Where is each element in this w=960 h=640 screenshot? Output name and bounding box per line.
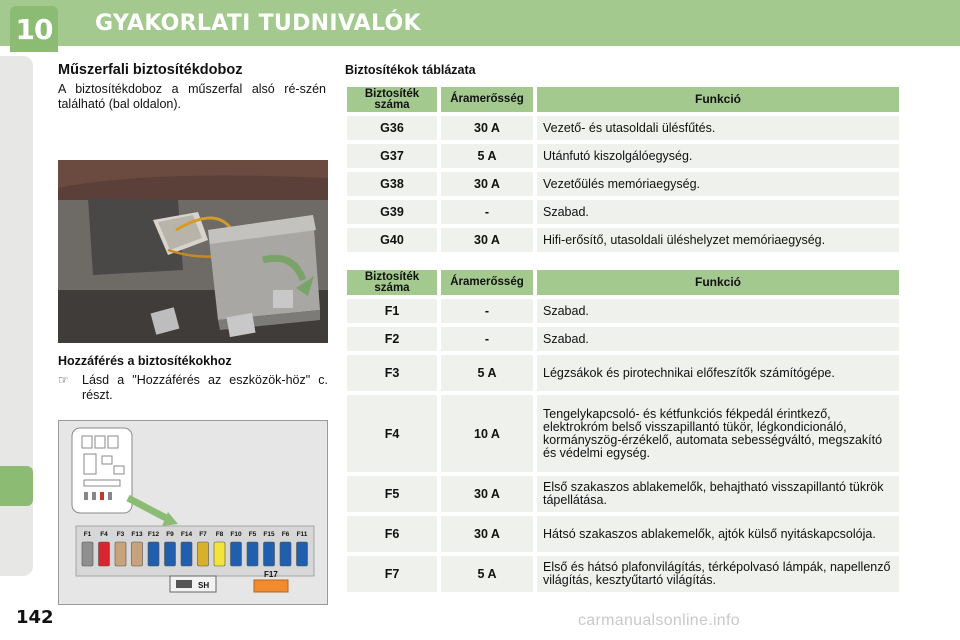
- fuse-function: Szabad.: [537, 327, 899, 351]
- fuse-f4: [99, 542, 110, 566]
- fuse-table-f: [343, 266, 903, 596]
- fuse-location-photo: [58, 160, 328, 343]
- fuse-f13: [132, 542, 143, 566]
- fuse-f9: [165, 542, 176, 566]
- table-row: [347, 327, 899, 351]
- fuse-number: F5: [347, 476, 437, 512]
- access-text: Lásd a "Hozzáférés az eszközök-höz" c. részt.: [82, 373, 328, 402]
- pointer-icon: ☞: [58, 373, 69, 387]
- fuse-f17-label: F17: [264, 570, 278, 579]
- fuse-function: Szabad.: [537, 200, 899, 224]
- section-title: Műszerfali biztosítékdoboz: [58, 62, 243, 78]
- fusebox-diagram: [58, 420, 328, 605]
- fuse-label-f6: F6: [281, 531, 290, 538]
- table-row: [347, 228, 899, 252]
- fuse-function: Utánfutó kiszolgálóegység.: [537, 144, 899, 168]
- fuse-function: Vezető- és utasoldali ülésfűtés.: [537, 116, 899, 140]
- col-header-fuse-number: Biztosíték száma: [347, 270, 437, 295]
- fuse-function: Légzsákok és pirotechnikai előfeszítők számítógépe.: [537, 355, 899, 391]
- table-title: Biztosítékok táblázata: [345, 63, 476, 77]
- intro-text: A biztosítékdoboz a műszerfal alsó ré-szén található (bal oldalon).: [58, 82, 326, 111]
- chapter-tab: [10, 6, 58, 52]
- fuse-f12: [148, 542, 159, 566]
- fuse-number: G40: [347, 228, 437, 252]
- fuse-f8: [214, 542, 225, 566]
- side-chapter-tab: [0, 466, 33, 506]
- watermark: carmanualsonline.info: [578, 612, 740, 629]
- page-title: GYAKORLATI TUDNIVALÓK: [95, 11, 421, 36]
- fuse-amperage: -: [441, 327, 533, 351]
- fuse-function: Hátsó szakaszos ablakemelők, ajtók külső nyitáskapcsolója.: [537, 516, 899, 552]
- fuse-label-f3: F3: [116, 531, 125, 538]
- fuse-label-f9: F9: [166, 531, 174, 538]
- fuse-f3: [115, 542, 126, 566]
- fuse-f10: [231, 542, 242, 566]
- fuse-f1: [82, 542, 93, 566]
- fuse-label-f7: F7: [199, 531, 207, 538]
- table-row: [347, 299, 899, 323]
- fuse-f17: [254, 580, 288, 592]
- chapter-number: 10: [15, 12, 53, 46]
- table-row: [347, 355, 899, 391]
- table-row: [347, 516, 899, 552]
- table-row: [347, 144, 899, 168]
- fuse-label-f5: F5: [248, 531, 257, 538]
- fuse-label-f4: F4: [100, 531, 108, 538]
- fuse-number: G39: [347, 200, 437, 224]
- page-number: 142: [16, 607, 54, 628]
- table-row: [347, 476, 899, 512]
- fuse-label-f1: F1: [83, 531, 92, 538]
- fuse-amperage: 30 A: [441, 228, 533, 252]
- table-row: [347, 172, 899, 196]
- fuse-sh-label: SH: [198, 581, 210, 590]
- fuse-function: Első szakaszos ablakemelők, behajtható visszapillantó tükrök tápellátása.: [537, 476, 899, 512]
- fuse-f6: [280, 542, 291, 566]
- fuse-f7: [198, 542, 209, 566]
- fuse-function: Szabad.: [537, 299, 899, 323]
- fuse-amperage: 5 A: [441, 144, 533, 168]
- table-header-row: [347, 270, 899, 295]
- fuse-amperage: -: [441, 299, 533, 323]
- fuse-f15: [264, 542, 275, 566]
- fuse-function: Tengelykapcsoló- és kétfunkciós fékpedál érintkező, elektrokróm belső visszapillantó tükör, légkondicionáló, kormányszög-érzékelő, automata sebességváltó, megszakító és védelmi egység.: [537, 395, 899, 472]
- fuse-number: F7: [347, 556, 437, 592]
- col-header-amperage: Áramerősség: [441, 270, 533, 295]
- fuse-table-g: [343, 83, 903, 256]
- fuse-f14: [181, 542, 192, 566]
- fuse-amperage: 5 A: [441, 556, 533, 592]
- fuse-amperage: 30 A: [441, 516, 533, 552]
- fuse-number: G36: [347, 116, 437, 140]
- fuse-amperage: 30 A: [441, 116, 533, 140]
- fuse-label-f15: F15: [263, 531, 275, 538]
- fuse-function: Hifi-erősítő, utasoldali üléshelyzet memóriaegység.: [537, 228, 899, 252]
- fuse-number: F6: [347, 516, 437, 552]
- fuse-number: F3: [347, 355, 437, 391]
- fuse-label-f8: F8: [215, 531, 224, 538]
- fuse-number: F4: [347, 395, 437, 472]
- fuse-label-f14: F14: [180, 531, 193, 538]
- fuse-amperage: 5 A: [441, 355, 533, 391]
- fuse-amperage: -: [441, 200, 533, 224]
- fuse-f5: [247, 542, 258, 566]
- table-row: [347, 395, 899, 472]
- fuse-f11: [297, 542, 308, 566]
- fuse-amperage: 10 A: [441, 395, 533, 472]
- col-header-amperage: Áramerősség: [441, 87, 533, 112]
- table-row: [347, 556, 899, 592]
- fuse-label-f13: F13: [131, 531, 143, 538]
- table-header-row: [347, 87, 899, 112]
- fuse-function: Első és hátsó plafonvilágítás, térképolvasó lámpák, napellenző világítás, kesztyűtartó világítás.: [537, 556, 899, 592]
- table-row: [347, 116, 899, 140]
- fuse-amperage: 30 A: [441, 476, 533, 512]
- fuse-amperage: 30 A: [441, 172, 533, 196]
- table-row: [347, 200, 899, 224]
- col-header-fuse-number: Biztosíték száma: [347, 87, 437, 112]
- access-title: Hozzáférés a biztosítékokhoz: [58, 354, 232, 368]
- fuse-number: G38: [347, 172, 437, 196]
- col-header-function: Funkció: [537, 270, 899, 295]
- fuse-function: Vezetőülés memóriaegység.: [537, 172, 899, 196]
- fuse-number: F1: [347, 299, 437, 323]
- fuse-number: F2: [347, 327, 437, 351]
- fuse-label-f11: F11: [296, 531, 308, 538]
- col-header-function: Funkció: [537, 87, 899, 112]
- fuse-label-f10: F10: [230, 531, 242, 538]
- fuse-number: G37: [347, 144, 437, 168]
- access-instruction: [58, 373, 328, 403]
- fuse-label-f12: F12: [147, 531, 160, 538]
